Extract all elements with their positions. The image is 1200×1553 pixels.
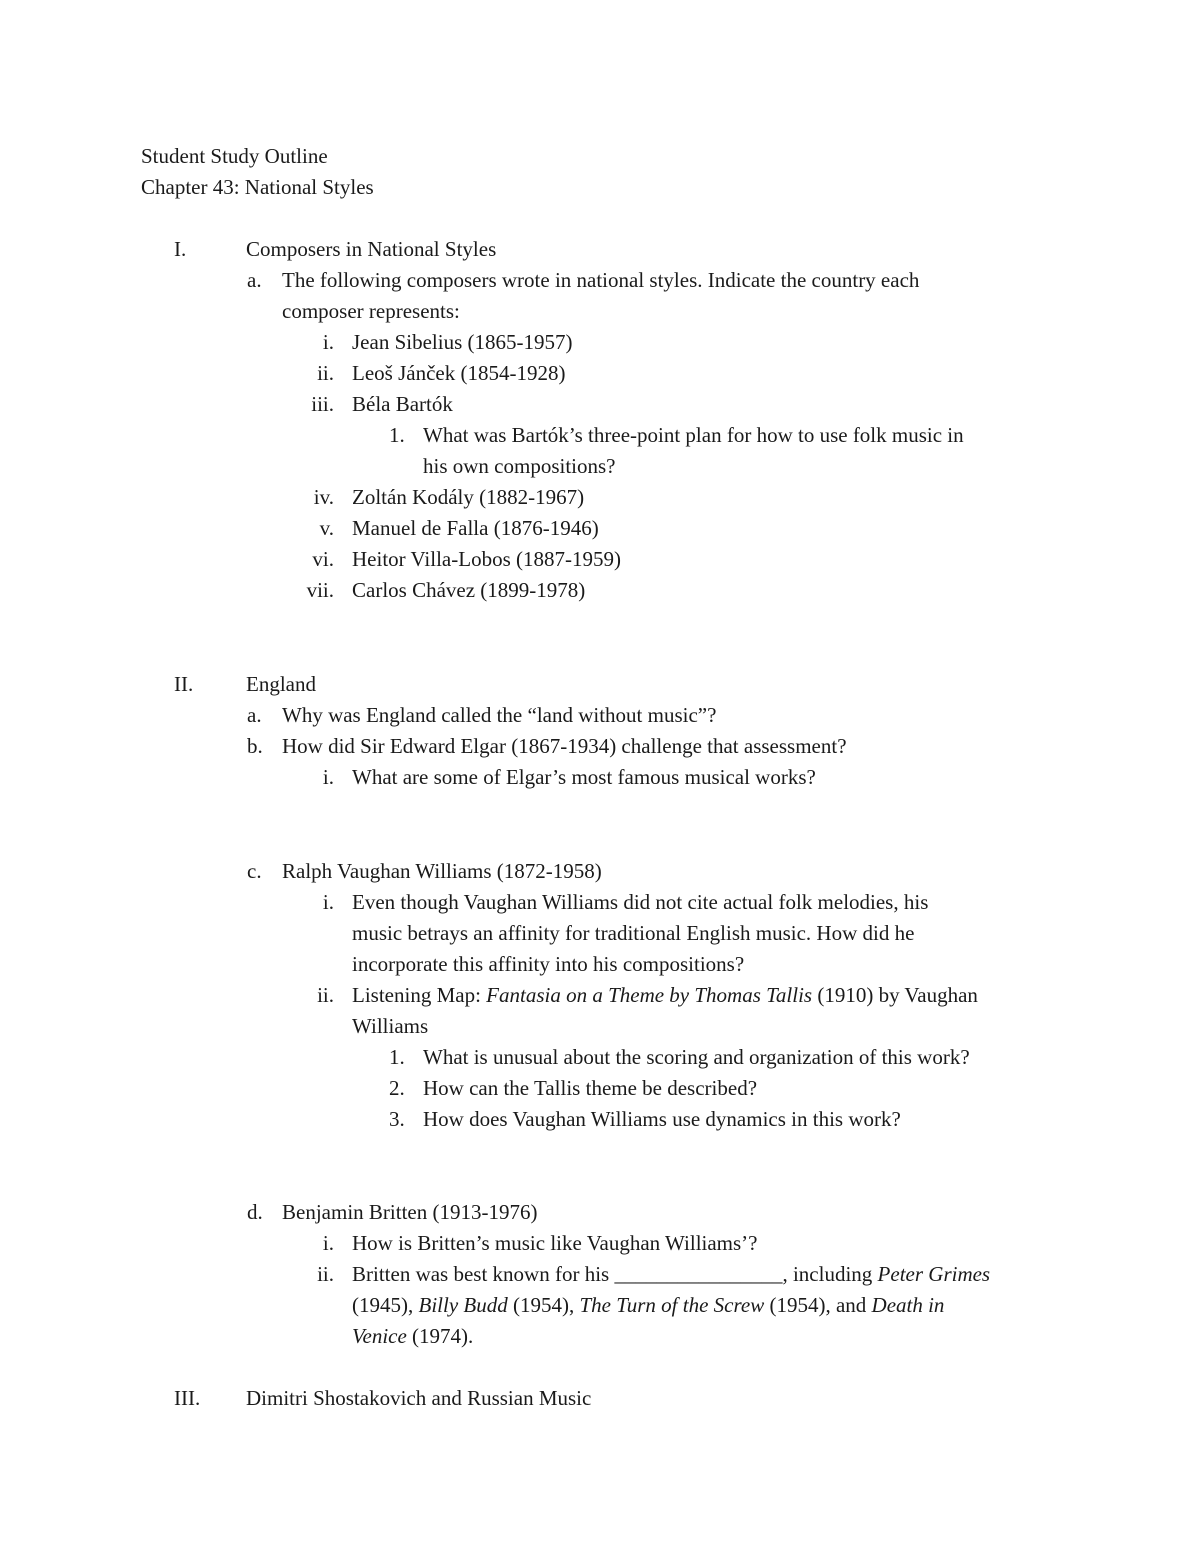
subitem-label: i. — [322, 765, 334, 789]
britten-text: (1954), — [507, 1293, 580, 1317]
item-label: a. — [247, 703, 262, 727]
subitem-label: ii. — [317, 1262, 334, 1286]
britten-text: Britten was best known for his ________________, including — [352, 1262, 878, 1286]
work-title: Billy Budd — [418, 1293, 508, 1317]
britten-text: (1945), — [352, 1293, 419, 1317]
section-heading: Composers in National Styles — [246, 237, 497, 261]
item-text: Ralph Vaughan Williams (1872-1958) — [282, 859, 602, 883]
subitem-text: Zoltán Kodály (1882-1967) — [352, 485, 585, 509]
item-text: The following composers wrote in national styles. Indicate the country each — [282, 268, 920, 292]
subitem-label: ii. — [317, 983, 334, 1007]
subitem-text: incorporate this affinity into his compositions? — [352, 952, 745, 976]
chapter-title: Chapter 43: National Styles — [141, 175, 374, 199]
subitem-text: How is Britten’s music like Vaughan Williams’? — [352, 1231, 758, 1255]
section-numeral: II. — [174, 672, 194, 696]
question-text: How can the Tallis theme be described? — [423, 1076, 758, 1100]
document-title: Student Study Outline — [141, 144, 328, 168]
question-text: What is unusual about the scoring and organization of this work? — [423, 1045, 970, 1069]
item-label: d. — [247, 1200, 263, 1224]
question-text: his own compositions? — [423, 454, 616, 478]
question-label: 1. — [389, 423, 405, 447]
listening-map-line — [352, 980, 978, 1011]
subitem-text: Carlos Chávez (1899-1978) — [352, 578, 586, 602]
item-text: Benjamin Britten (1913-1976) — [282, 1200, 538, 1224]
question-text: How does Vaughan Williams use dynamics in this work? — [423, 1107, 901, 1131]
subitem-label: i. — [322, 330, 334, 354]
section-numeral: I. — [174, 237, 187, 261]
item-label: a. — [247, 268, 262, 292]
work-title: Death in — [871, 1293, 945, 1317]
section-numeral: III. — [174, 1386, 201, 1410]
listening-map-suffix: (1910) by Vaughan — [812, 983, 978, 1007]
subitem-text: music betrays an affinity for traditional English music. How did he — [352, 921, 915, 945]
subitem-label: iv. — [313, 485, 334, 509]
subitem-label: vi. — [312, 547, 334, 571]
question-label: 1. — [389, 1045, 405, 1069]
britten-text: (1974). — [406, 1324, 474, 1348]
question-label: 2. — [389, 1076, 405, 1100]
subitem-text: Williams — [352, 1014, 429, 1038]
item-label: b. — [247, 734, 263, 758]
subitem-label: i. — [322, 1231, 334, 1255]
question-label: 3. — [389, 1107, 405, 1131]
work-title: Peter Grimes — [877, 1262, 991, 1286]
subitem-label: v. — [319, 516, 334, 540]
section-heading: England — [246, 672, 316, 696]
subitem-label: vii. — [306, 578, 334, 602]
britten-line-3 — [352, 1321, 473, 1352]
subitem-text: Béla Bartók — [352, 392, 453, 416]
listening-map-prefix: Listening Map: — [352, 983, 487, 1007]
subitem-text: What are some of Elgar’s most famous musical works? — [352, 765, 816, 789]
item-text: How did Sir Edward Elgar (1867-1934) challenge that assessment? — [282, 734, 847, 758]
britten-line-1 — [352, 1259, 990, 1290]
subitem-text: Heitor Villa-Lobos (1887-1959) — [352, 547, 621, 571]
subitem-label: i. — [322, 890, 334, 914]
subitem-text: Even though Vaughan Williams did not cite actual folk melodies, his — [352, 890, 929, 914]
britten-text: (1954), and — [764, 1293, 872, 1317]
subitem-text: Leoš Jánček (1854-1928) — [352, 361, 566, 385]
item-text: composer represents: — [282, 299, 460, 323]
subitem-text: Jean Sibelius (1865-1957) — [352, 330, 573, 354]
britten-line-2 — [352, 1290, 944, 1321]
subitem-label: iii. — [311, 392, 334, 416]
subitem-label: ii. — [317, 361, 334, 385]
item-text: Why was England called the “land without music”? — [282, 703, 717, 727]
work-title: The Turn of the Screw — [579, 1293, 765, 1317]
question-text: What was Bartók’s three-point plan for how to use folk music in — [423, 423, 964, 447]
section-heading: Dimitri Shostakovich and Russian Music — [246, 1386, 592, 1410]
item-label: c. — [247, 859, 262, 883]
work-title: Fantasia on a Theme by Thomas Tallis — [486, 983, 813, 1007]
subitem-text: Manuel de Falla (1876-1946) — [352, 516, 599, 540]
work-title: Venice — [352, 1324, 407, 1348]
